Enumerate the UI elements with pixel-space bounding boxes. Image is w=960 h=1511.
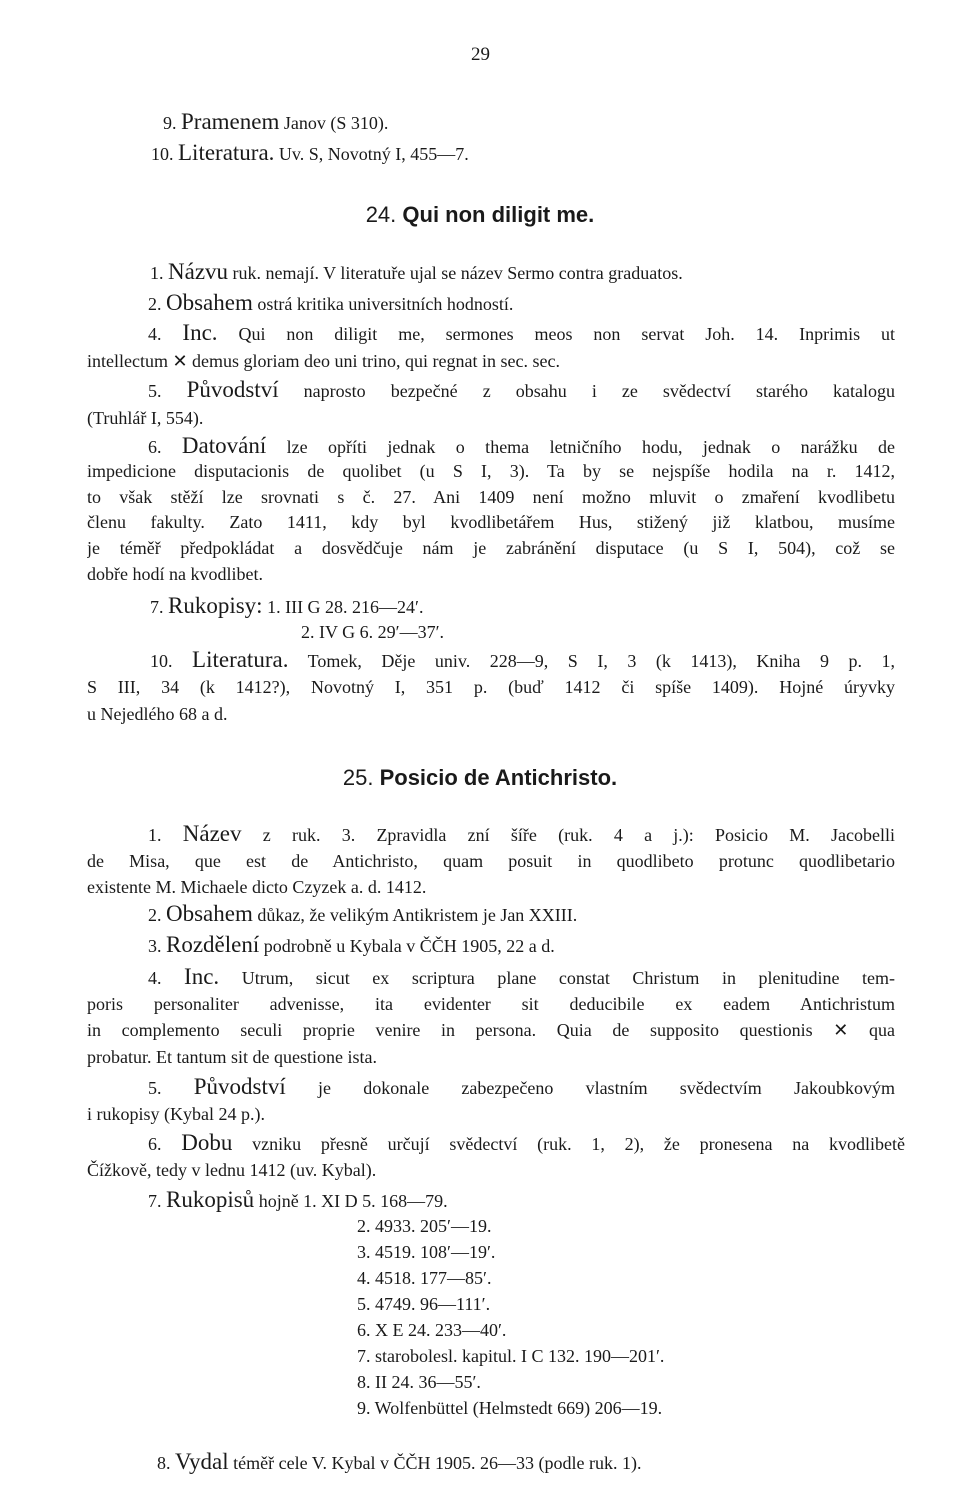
item-text: je dokonale zabezpečeno vlastním svědectvím Jakoubkovým — [285, 1078, 895, 1098]
item-number: 2. — [148, 294, 162, 314]
s24-item-6 — [148, 434, 895, 458]
item-number: 8. — [157, 1453, 171, 1473]
section-title: Qui non diligit me. — [402, 202, 595, 227]
item-text: podrobně u Kybala v ČČH 1905, 22 a d. — [259, 936, 555, 956]
item-text: ruk. nemají. V literatuře ujal se název Sermo contra graduatos. — [228, 263, 683, 283]
item-text: 1. III G 28. 216—24′. — [262, 597, 424, 617]
item-key: Původství — [193, 1075, 286, 1099]
item-number: 10. — [151, 144, 174, 164]
s24-item-2 — [148, 291, 513, 316]
s24-item-1 — [150, 260, 683, 285]
s25-item-6 — [148, 1131, 905, 1155]
item-text: hojně 1. XI D 5. 168—79. — [254, 1191, 448, 1211]
s25-item-1-line-2: de Misa, que est de Antichristo, quam posuit in quodlibeto protunc quodlibetario — [87, 851, 895, 871]
s25-item-1 — [148, 822, 895, 846]
item-key: Rukopisy: — [168, 593, 263, 618]
item-number: 3. — [148, 936, 162, 956]
item-key: Inc. — [184, 965, 220, 989]
item-key: Pramenem — [181, 109, 280, 134]
item-key: Názvu — [168, 259, 229, 284]
item-number: 6. — [148, 437, 162, 457]
page-number: 29 — [471, 44, 490, 65]
item-text: téměř cele V. Kybal v ČČH 1905. 26—33 (podle ruk. 1). — [228, 1453, 642, 1473]
manuscript-item: 2. 4933. 205′—19. — [357, 1216, 492, 1236]
item-text: ostrá kritika universitních hodností. — [252, 294, 514, 314]
s25-item-4-line-3: in complemento seculi proprie venire in persona. Quia de supposito questionis ✕ qua — [87, 1020, 895, 1040]
manuscript-item: 9. Wolfenbüttel (Helmstedt 669) 206—19. — [357, 1398, 663, 1418]
manuscript-item: 8. II 24. 36—55′. — [357, 1372, 481, 1392]
section-number: 24. — [365, 202, 397, 227]
item-text: z ruk. 3. Zpravidla zní šíře (ruk. 4 a j.): Posicio M. Jacobelli — [241, 825, 895, 845]
s24-item-6-line-2: impedicione disputacionis de quolibet (u S I, 3). Ta by se nejspíše hodila na r. 1412, — [87, 461, 895, 481]
manuscript-item: 6. X E 24. 233—40′. — [357, 1320, 507, 1340]
s24-item-4-cont: intellectum ✕ demus gloriam deo uni trino, qui regnat in sec. sec. — [87, 351, 560, 371]
s25-item-3 — [148, 933, 555, 958]
item-text: lze opříti jednak o thema letničního hodu, jednak o narážku de — [266, 437, 895, 457]
s25-item-8 — [157, 1450, 641, 1475]
item-number: 5. — [148, 381, 162, 401]
section-title: Posicio de Antichristo. — [379, 765, 618, 790]
s25-item-6-line-2: Čížkově, tedy v lednu 1412 (uv. Kybal). — [87, 1160, 377, 1180]
s25-item-4 — [148, 965, 895, 989]
item-text: Qui non diligit me, sermones meos non servat Joh. 14. Inprimis ut — [217, 324, 895, 344]
s24-item-10 — [150, 648, 895, 672]
s24-item-7-ms-2: 2. IV G 6. 29′—37′. — [301, 622, 445, 642]
item-number: 6. — [148, 1134, 162, 1154]
s24-item-5 — [148, 378, 895, 402]
s25-item-2 — [148, 902, 577, 927]
item-text: naprosto bezpečné z obsahu i ze svědectví starého katalogu — [278, 381, 895, 401]
item-key: Obsahem — [166, 290, 253, 315]
s25-item-5-line-2: i rukopisy (Kybal 24 p.). — [87, 1104, 265, 1124]
item-key: Vydal — [175, 1449, 229, 1474]
s24-item-7 — [150, 594, 424, 619]
section-25-heading — [0, 765, 960, 791]
item-number: 1. — [148, 825, 162, 845]
item-text: důkaz, že velikým Antikristem je Jan XXIII. — [252, 905, 578, 925]
item-key: Původství — [186, 378, 279, 402]
item-text: vzniku přesně určují svědectví (ruk. 1, 2), že pronesena na kvodlibetě — [232, 1134, 905, 1154]
s24-item-5-cont: (Truhlář I, 554). — [87, 408, 204, 428]
s24-item-6-line-6: dobře hodí na kvodlibet. — [87, 564, 263, 584]
item-number: 4. — [148, 968, 162, 988]
s24-item-10-line-2: S III, 34 (k 1412?), Novotný I, 351 p. (buď 1412 či spíše 1409). Hojné úryvky — [87, 677, 895, 697]
item-text: Uv. S, Novotný I, 455—7. — [274, 144, 469, 164]
s25-item-4-line-4: probatur. Et tantum sit de questione ista. — [87, 1047, 377, 1067]
item-9 — [163, 110, 388, 135]
item-number: 2. — [148, 905, 162, 925]
item-key: Literatura. — [192, 648, 289, 672]
s25-item-7 — [148, 1188, 448, 1213]
item-text: Tomek, Děje univ. 228—9, S I, 3 (k 1413), Kniha 9 p. 1, — [288, 651, 895, 671]
item-number: 9. — [163, 113, 177, 133]
item-key: Datování — [181, 434, 267, 458]
item-number: 10. — [150, 651, 173, 671]
manuscript-item: 4. 4518. 177—85′. — [357, 1268, 492, 1288]
item-number: 4. — [148, 324, 162, 344]
manuscript-item: 5. 4749. 96—111′. — [357, 1294, 491, 1314]
s24-item-6-line-3: to však stěží lze srovnati s č. 27. Ani 1409 není možno mluvit o zmaření kvodlibetu — [87, 487, 895, 507]
item-key: Inc. — [182, 321, 218, 345]
manuscript-item: 3. 4519. 108′—19′. — [357, 1242, 496, 1262]
item-key: Rozdělení — [166, 932, 260, 957]
item-number: 5. — [148, 1078, 162, 1098]
item-key: Literatura. — [178, 140, 275, 165]
item-key: Dobu — [181, 1131, 233, 1155]
item-key: Rukopisů — [166, 1187, 255, 1212]
s24-item-4 — [148, 321, 895, 345]
s24-item-6-line-5: je téměř předpokládat a dosvědčuje nám je zabránění disputace (u S I, 504), což se — [87, 538, 895, 558]
item-key: Název — [182, 822, 242, 846]
s25-item-5 — [148, 1075, 895, 1099]
item-text: Utrum, sicut ex scriptura plane constat Christum in plenitudine tem- — [219, 968, 895, 988]
item-text: Janov (S 310). — [279, 113, 389, 133]
s25-item-4-line-2: poris personaliter advenisse, ita evidenter sit deducibile ex eadem Antichristum — [87, 994, 895, 1014]
section-number: 25. — [342, 765, 374, 790]
item-number: 7. — [150, 597, 164, 617]
item-number: 7. — [148, 1191, 162, 1211]
s24-item-10-line-3: u Nejedlého 68 a d. — [87, 704, 228, 724]
s24-item-6-line-4: členu fakulty. Zato 1411, kdy byl kvodlibetářem Hus, stižený již klatbou, musíme — [87, 512, 895, 532]
item-number: 1. — [150, 263, 164, 283]
s25-item-1-line-3: existente M. Michaele dicto Czyzek a. d. 1412. — [87, 877, 427, 897]
manuscript-item: 7. starobolesl. kapitul. I C 132. 190—201′. — [357, 1346, 665, 1366]
item-key: Obsahem — [166, 901, 253, 926]
section-24-heading — [0, 202, 960, 228]
item-10 — [151, 141, 469, 166]
